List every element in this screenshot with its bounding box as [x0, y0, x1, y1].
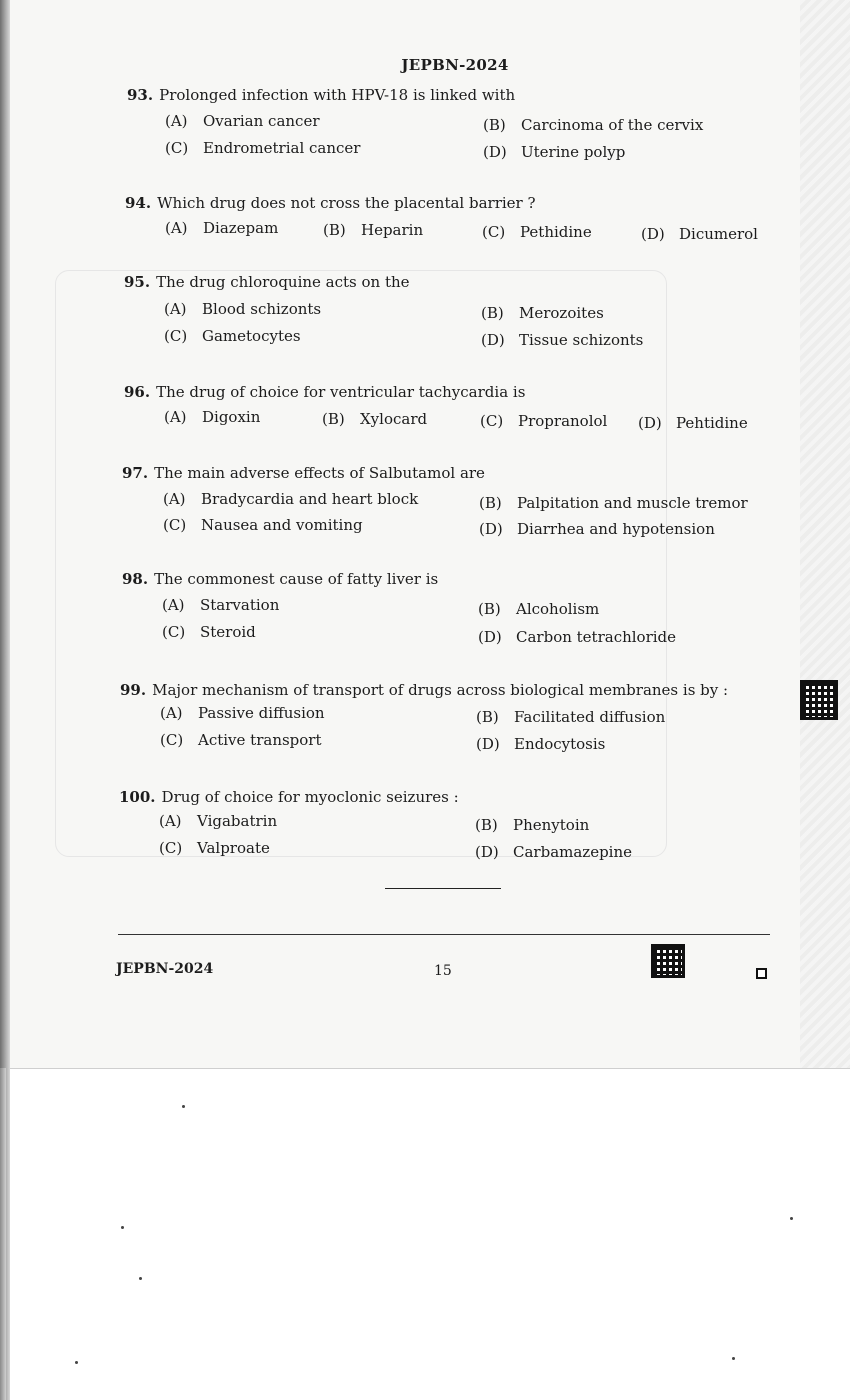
option-95-d: (D) Tissue schizonts — [481, 331, 644, 349]
side-qr-code-icon — [800, 680, 838, 720]
option-100-b: (B) Phenytoin — [475, 816, 590, 834]
question-99 — [120, 681, 728, 699]
qr-code-icon — [651, 944, 685, 978]
question-97 — [122, 464, 485, 482]
option-93-c: (C) Endrometrial cancer — [165, 139, 361, 157]
option-99-d: (D) Endocytosis — [476, 735, 606, 753]
question-text: Drug of choice for myoclonic seizures : — [161, 788, 459, 806]
question-text: The drug chloroquine acts on the — [156, 273, 410, 291]
option-97-a: (A) Bradycardia and heart block — [163, 490, 419, 508]
option-96-b: (B) Xylocard — [322, 410, 428, 428]
option-98-d: (D) Carbon tetrachloride — [478, 628, 677, 646]
question-text: Which drug does not cross the placental barrier ? — [157, 194, 536, 212]
page-torn-edge — [800, 0, 850, 1068]
scan-speck — [75, 1361, 78, 1364]
scan-speck — [182, 1105, 185, 1108]
option-94-b: (B) Heparin — [323, 221, 424, 239]
question-text: Major mechanism of transport of drugs across biological membranes is by : — [152, 681, 729, 699]
option-93-a: (A) Ovarian cancer — [165, 112, 320, 130]
question-96 — [124, 383, 525, 401]
option-94-c: (C) Pethidine — [482, 223, 592, 241]
option-94-a: (A) Diazepam — [165, 219, 279, 237]
page-header-title: JEPBN-2024 — [401, 56, 509, 74]
option-95-b: (B) Merozoites — [481, 304, 604, 322]
question-number: 93. — [127, 86, 154, 104]
end-of-questions-rule — [385, 888, 501, 889]
question-number: 99. — [120, 681, 147, 699]
option-93-b: (B) Carcinoma of the cervix — [483, 116, 704, 134]
footer-rule — [118, 934, 770, 935]
question-94 — [125, 194, 536, 212]
option-99-a: (A) Passive diffusion — [160, 704, 325, 722]
question-98 — [122, 570, 438, 588]
option-99-c: (C) Active transport — [160, 731, 322, 749]
question-number: 98. — [122, 570, 149, 588]
option-97-d: (D) Diarrhea and hypotension — [479, 520, 715, 538]
page-binding-edge-lower — [0, 1068, 6, 1400]
question-number: 94. — [125, 194, 152, 212]
option-100-a: (A) Vigabatrin — [159, 812, 278, 830]
option-96-d: (D) Pehtidine — [638, 414, 748, 432]
option-95-a: (A) Blood schizonts — [164, 300, 322, 318]
option-95-c: (C) Gametocytes — [164, 327, 301, 345]
question-number: 100. — [119, 788, 156, 806]
footer-page-number: 15 — [434, 963, 452, 979]
option-100-d: (D) Carbamazepine — [475, 843, 633, 861]
question-text: The commonest cause of fatty liver is — [154, 570, 439, 588]
option-96-a: (A) Digoxin — [164, 408, 261, 426]
square-marker-icon — [756, 968, 767, 979]
option-93-d: (D) Uterine polyp — [483, 143, 626, 161]
option-96-c: (C) Propranolol — [480, 412, 608, 430]
option-99-b: (B) Facilitated diffusion — [476, 708, 666, 726]
scan-speck — [139, 1277, 142, 1280]
option-100-c: (C) Valproate — [159, 839, 270, 857]
option-97-c: (C) Nausea and vomiting — [163, 516, 363, 534]
question-number: 95. — [124, 273, 151, 291]
footer-exam-code: JEPBN-2024 — [116, 961, 214, 977]
question-text: Prolonged infection with HPV-18 is linked with — [159, 86, 516, 104]
option-98-c: (C) Steroid — [162, 623, 256, 641]
question-number: 97. — [122, 464, 149, 482]
question-text: The main adverse effects of Salbutamol are — [154, 464, 485, 482]
option-98-b: (B) Alcoholism — [478, 600, 600, 618]
option-94-d: (D) Dicumerol — [641, 225, 758, 243]
question-100 — [119, 788, 459, 806]
question-text: The drug of choice for ventricular tachycardia is — [156, 383, 526, 401]
question-95 — [124, 273, 410, 291]
question-93 — [127, 86, 515, 104]
option-98-a: (A) Starvation — [162, 596, 280, 614]
scan-speck — [732, 1357, 735, 1360]
bleed-through-instructions-box — [55, 270, 667, 857]
scan-speck — [790, 1217, 793, 1220]
option-97-b: (B) Palpitation and muscle tremor — [479, 494, 748, 512]
question-number: 96. — [124, 383, 151, 401]
scan-speck — [121, 1226, 124, 1229]
